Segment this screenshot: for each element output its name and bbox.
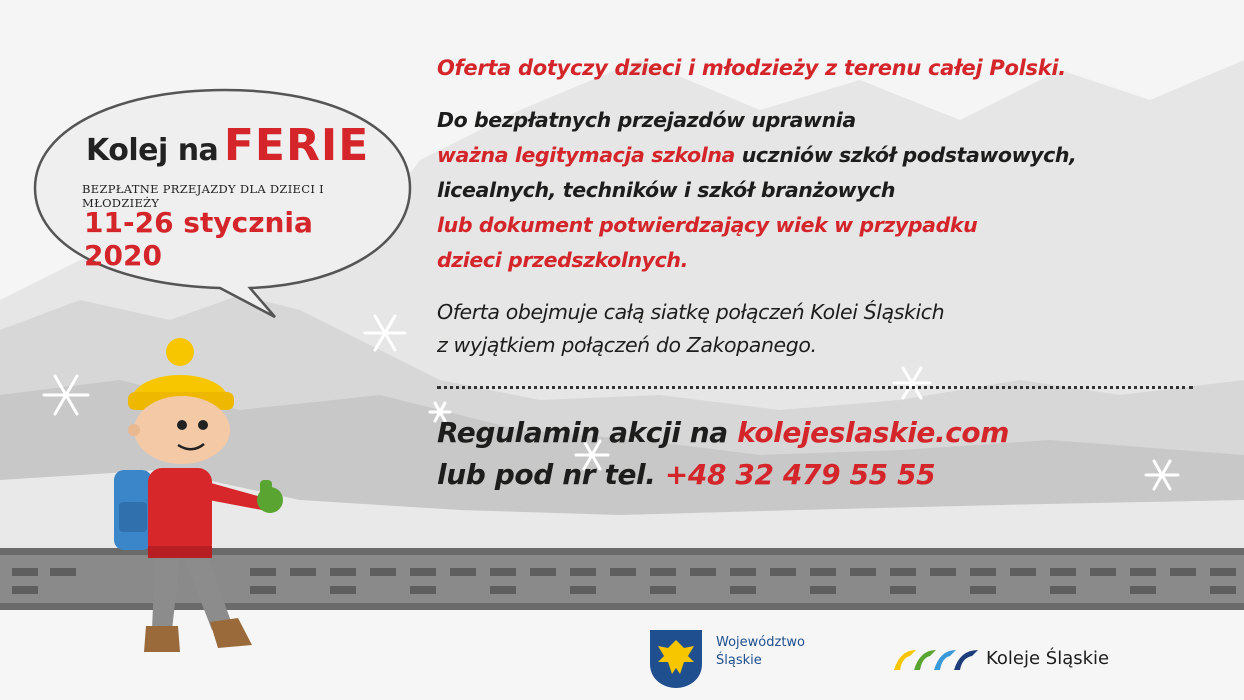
bubble-subtitle: BEZPŁATNE PRZEJAZDY DLA DZIECI I MŁODZIEŻY <box>82 182 324 210</box>
bubble-dates: 11-26 stycznia 2020 <box>84 206 313 272</box>
offer-p1-line-c: licealnych, techników i szkół branżowych <box>437 178 896 202</box>
offer-p1-legitymacja: ważna legitymacja szkolna <box>437 143 735 167</box>
boy-illustration <box>100 330 305 665</box>
offer-p2-line-a: Oferta obejmuje całą siatkę połączeń Kolei Śląskich <box>437 300 945 324</box>
rules-block <box>437 412 1009 496</box>
offer-p1-line-b <box>437 138 1076 173</box>
rules-line-2 <box>437 454 1009 496</box>
phone-label: lub pod nr tel. <box>437 458 665 491</box>
coat-of-arms-icon <box>648 628 704 690</box>
rules-line-1 <box>437 412 1009 454</box>
woj-line-1: Województwo <box>716 635 806 650</box>
koleje-slaskie-logo-icon <box>890 644 982 674</box>
offer-paragraph-2 <box>437 296 944 362</box>
koleje-slaskie-logo-text: Koleje Śląskie <box>986 648 1110 669</box>
title-kolej-na: Kolej na <box>86 133 219 168</box>
offer-paragraph-1 <box>437 103 1076 278</box>
woj-line-2: Śląskie <box>716 653 762 668</box>
dotted-divider <box>437 386 1193 389</box>
offer-p1-line-e: dzieci przedszkolnych. <box>437 248 688 272</box>
bubble-title <box>86 120 386 171</box>
website-link[interactable]: kolejeslaskie.com <box>737 416 1010 449</box>
phone-number[interactable]: +48 32 479 55 55 <box>664 458 936 491</box>
offer-p1-line-b-rest: uczniów szkół podstawowych, <box>734 143 1077 167</box>
wojewodztwo-logo-text <box>716 634 805 670</box>
offer-p1-line-d: lub dokument potwierdzający wiek w przypadku <box>437 213 978 237</box>
title-ferie: FERIE <box>223 120 370 171</box>
rules-text: Regulamin akcji na <box>437 416 738 449</box>
offer-p1-line-a: Do bezpłatnych przejazdów uprawnia <box>437 108 856 132</box>
offer-p2-line-b: z wyjątkiem połączeń do Zakopanego. <box>437 333 817 357</box>
offer-headline: Oferta dotyczy dzieci i młodzieży z terenu całej Polski. <box>437 56 1066 80</box>
